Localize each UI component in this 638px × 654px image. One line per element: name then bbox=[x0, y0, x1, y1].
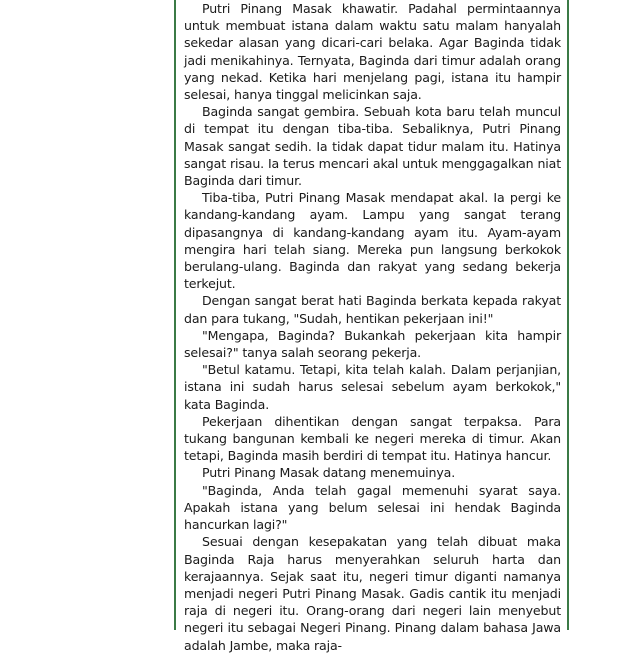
paragraph-4: Dengan sangat berat hati Baginda berkata kepada rakyat dan para tukang, "Sudah, hentikan pekerjaan ini!" bbox=[184, 293, 561, 326]
paragraph-8: Putri Pinang Masak datang menemuinya. bbox=[202, 465, 456, 481]
paragraph-10: Sesuai dengan kesepakatan yang telah dibuat maka Baginda Raja harus menyerahkan seluruh harta dan kerajaannya. Sejak saat itu, negeri timur diganti namanya menjadi negeri Putri Pinang Masak. Gadis cantik itu menjadi raja di negeri itu. Orang-orang dari negeri lain menyebut negeri itu sebagai Negeri Pinang. Pinang dalam bahasa Jawa adalah Jambe, maka raja- bbox=[184, 534, 561, 653]
left-margin-rule bbox=[174, 0, 176, 630]
paragraph-1: Putri Pinang Masak khawatir. Padahal permintaannya untuk membuat istana dalam waktu satu malam hanyalah sekedar alasan yang dicari-cari belaka. Agar Baginda tidak jadi menikahinya. Ternyata, Baginda dari timur adalah orang yang nekad. Ketika hari menjelang pagi, istana itu hampir selesai, hanya tinggal melicinkan saja. bbox=[184, 1, 561, 103]
paragraph-3: Tiba-tiba, Putri Pinang Masak mendapat akal. Ia pergi ke kandang-kandang ayam. Lampu yang sangat terang dipasangnya di kandang-kandang ayam itu. Ayam-ayam mengira hari telah siang. Mereka pun langsung berkokok berulang-ulang. Baginda dan rakyat yang sedang bekerja terkejut. bbox=[184, 190, 561, 292]
story-text bbox=[184, 0, 561, 654]
paragraph-9: "Baginda, Anda telah gagal memenuhi syarat saya. Apakah istana yang belum selesai ini hendak Baginda hancurkan lagi?" bbox=[184, 482, 561, 533]
paragraph-5: "Mengapa, Baginda? Bukankah pekerjaan kita hampir selesai?" tanya salah seorang pekerja. bbox=[184, 327, 561, 361]
paragraph-2: Baginda sangat gembira. Sebuah kota baru telah muncul di tempat itu dengan tiba-tiba. Sebaliknya, Putri Pinang Masak sangat sedih. Ia tidak dapat tidur malam itu. Hatinya sangat risau. Ia terus mencari akal untuk menggagalkan niat Baginda dari timur. bbox=[184, 104, 561, 189]
paragraph-7: Pekerjaan dihentikan dengan sangat terpaksa. Para tukang bangunan kembali ke negeri mereka di timur. Akan tetapi, Baginda masih berdiri di tempat itu. Hatinya hancur. bbox=[184, 413, 561, 464]
paragraph-6: "Betul katamu. Tetapi, kita telah kalah. Dalam perjanjian, istana ini sudah harus selesai sebelum ayam berkokok," kata Baginda. bbox=[184, 362, 561, 412]
right-margin-rule bbox=[567, 0, 569, 630]
